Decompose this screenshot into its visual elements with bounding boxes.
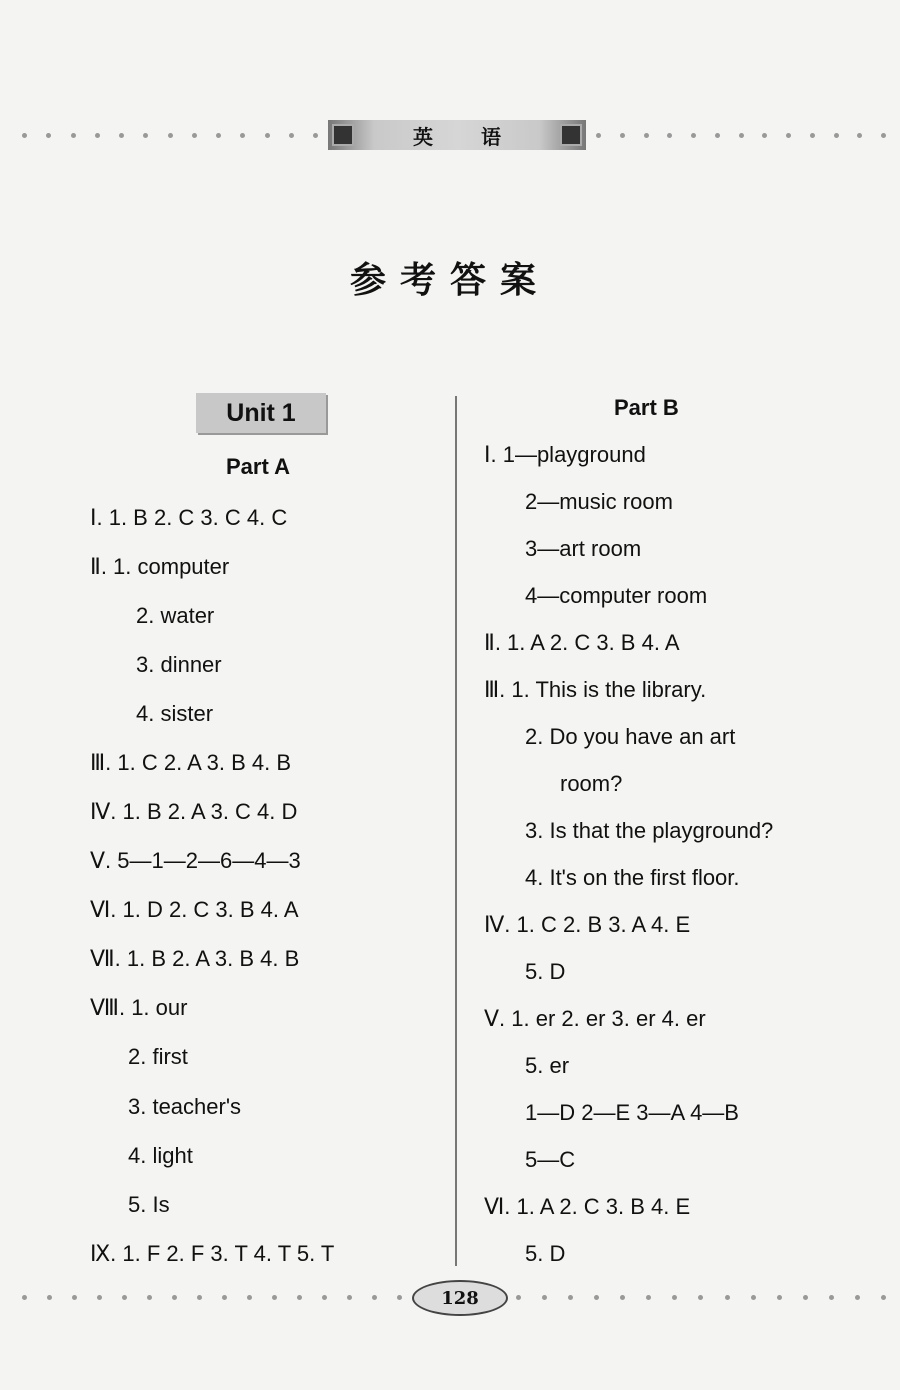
right-line-15: 1—D 2—E 3—A 4—B — [525, 1100, 739, 1125]
left-line-4: 3. dinner — [136, 652, 222, 677]
right-line-9: 3. Is that the playground? — [525, 818, 774, 843]
left-line-16: Ⅸ. 1. F 2. F 3. T 4. T 5. T — [90, 1241, 335, 1266]
left-line-15: 5. Is — [128, 1192, 170, 1217]
header-dots-left — [22, 130, 318, 140]
unit-heading: Unit 1 — [196, 393, 326, 433]
right-line-14: 5. er — [525, 1053, 570, 1078]
left-line-11: Ⅷ. 1. our — [90, 995, 188, 1020]
left-line-5: 4. sister — [136, 701, 214, 726]
left-line-6: Ⅲ. 1. C 2. A 3. B 4. B — [90, 750, 292, 775]
book-icon — [560, 124, 582, 146]
right-line-5: Ⅱ. 1. A 2. C 3. B 4. A — [484, 630, 680, 655]
right-line-13: Ⅴ. 1. er 2. er 3. er 4. er — [484, 1006, 706, 1031]
right-line-4: 4—computer room — [525, 583, 708, 608]
right-line-6: Ⅲ. 1. This is the library. — [484, 677, 707, 702]
part-a-heading: Part A — [226, 454, 290, 479]
part-b-heading: Part B — [614, 395, 679, 420]
book-icon — [332, 124, 354, 146]
right-line-16: 5—C — [525, 1147, 576, 1172]
left-line-13: 3. teacher's — [128, 1094, 242, 1119]
right-line-18: 5. D — [525, 1241, 566, 1266]
footer-dots-right — [516, 1292, 886, 1302]
right-line-12: 5. D — [525, 959, 566, 984]
footer-dots-left — [22, 1292, 402, 1302]
left-line-14: 4. light — [128, 1143, 193, 1168]
subject-char-2: 语 — [481, 124, 501, 149]
page-number: 128 — [412, 1280, 508, 1316]
left-line-7: Ⅳ. 1. B 2. A 3. C 4. D — [90, 799, 298, 824]
right-line-8: room? — [560, 771, 623, 796]
right-line-7: 2. Do you have an art — [525, 724, 736, 749]
left-line-1: Ⅰ. 1. B 2. C 3. C 4. C — [90, 505, 288, 530]
header-dots-right — [596, 130, 886, 140]
right-line-3: 3—art room — [525, 536, 642, 561]
column-divider — [455, 396, 457, 1266]
subject-char-1: 英 — [413, 124, 433, 149]
right-line-17: Ⅵ. 1. A 2. C 3. B 4. E — [484, 1194, 691, 1219]
left-line-8: Ⅴ. 5—1—2—6—4—3 — [90, 848, 301, 873]
left-line-2: Ⅱ. 1. computer — [90, 554, 230, 579]
right-line-1: Ⅰ. 1—playground — [484, 442, 646, 467]
right-line-2: 2—music room — [525, 489, 673, 514]
right-line-11: Ⅳ. 1. C 2. B 3. A 4. E — [484, 912, 691, 937]
right-line-10: 4. It's on the first floor. — [525, 865, 740, 890]
subject-banner — [328, 120, 586, 150]
page-title: 参考答案 — [349, 259, 550, 301]
left-line-3: 2. water — [136, 603, 215, 628]
left-line-9: Ⅵ. 1. D 2. C 3. B 4. A — [90, 897, 299, 922]
left-line-10: Ⅶ. 1. B 2. A 3. B 4. B — [90, 946, 300, 971]
left-line-12: 2. first — [128, 1044, 188, 1069]
